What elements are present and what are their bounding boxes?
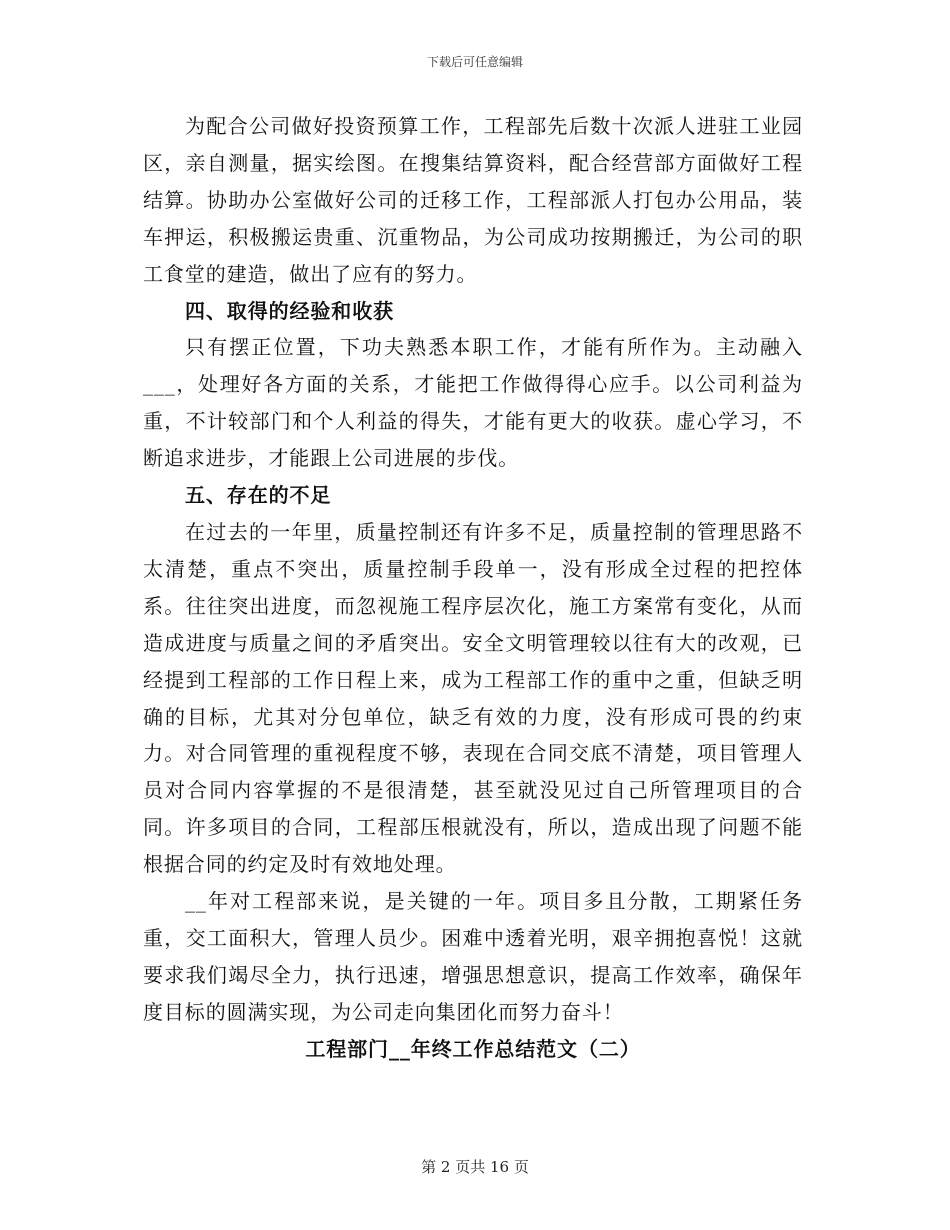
document-title-part-two: 工程部门__年终工作总结范文（二） [305,1036,641,1061]
paragraph-outlook: __年对工程部来说，是关键的一年。项目多且分散，工期紧任务重，交工面积大，管理人员少。困难中透着光明，艰辛拥抱喜悦！这就要求我们竭尽全力，执行迅速，增强思想意识，提高工作效率，确保年度目标的圆满实现，为公司走向集团化而努力奋斗！ [143,889,803,1024]
document-body [143,108,803,1068]
page-footer-number: 第 2 页共 16 页 [421,1158,529,1176]
paragraph-investment-budget: 为配合公司做好投资预算工作，工程部先后数十次派人进驻工业园区，亲自测量，据实绘图。在搜集结算资料，配合经营部方面做好工程结算。协助办公室做好公司的迁移工作，工程部派人打包办公用品，装车押运，积极搬运贵重、沉重物品，为公司成功按期搬迁，为公司的职工食堂的建造，做出了应有的努力。 [143,114,803,286]
section-heading-experience: 四、取得的经验和收获 [185,298,394,323]
section-heading-shortcomings: 五、存在的不足 [185,483,332,508]
paragraph-shortcomings: 在过去的一年里，质量控制还有许多不足，质量控制的管理思路不太清楚，重点不突出，质量控制手段单一，没有形成全过程的把控体系。往往突出进度，而忽视施工程序层次化，施工方案常有变化，从而造成进度与质量之间的矛盾突出。安全文明管理较以往有大的改观，已经提到工程部的工作日程上来，成为工程部工作的重中之重，但缺乏明确的目标，尤其对分包单位，缺乏有效的力度，没有形成可畏的约束力。对合同管理的重视程度不够，表现在合同交底不清楚，项目管理人员对合同内容掌握的不是很清楚，甚至就没见过自己所管理项目的合同。许多项目的合同，工程部压根就没有，所以，造成出现了问题不能根据合同的约定及时有效地处理。 [143,519,803,877]
page-header-note: 下载后可任意编辑 [426,55,523,69]
paragraph-experience: 只有摆正位置，下功夫熟悉本职工作，才能有所作为。主动融入___，处理好各方面的关系，才能把工作做得得心应手。以公司利益为重，不计较部门和个人利益的得失，才能有更大的收获。虚心学习，不断追求进步，才能跟上公司进展的步伐。 [143,335,803,471]
